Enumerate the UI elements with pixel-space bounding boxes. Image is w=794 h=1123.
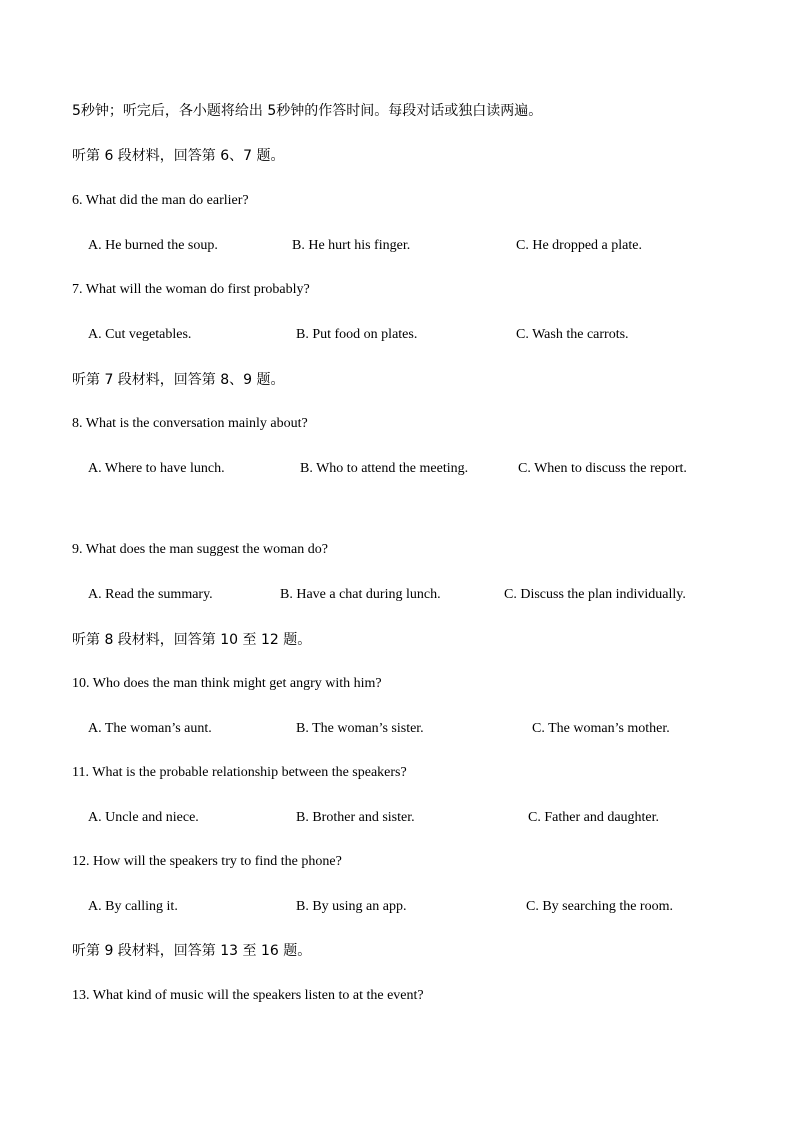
question-10-option-a: A. The woman’s aunt. [88, 721, 212, 736]
question-12-option-a: A. By calling it. [88, 899, 178, 914]
question-7: 7. What will the woman do first probably? [72, 282, 310, 297]
question-7-option-a: A. Cut vegetables. [88, 327, 192, 342]
section-header-6: 听第 6 段材料，回答第 6、7 题。 [72, 148, 285, 164]
question-6-option-b: B. He hurt his finger. [292, 238, 411, 253]
question-7-option-c: C. Wash the carrots. [516, 327, 629, 342]
question-6-option-c: C. He dropped a plate. [516, 238, 642, 253]
question-9: 9. What does the man suggest the woman do? [72, 542, 328, 557]
question-9-option-b: B. Have a chat during lunch. [280, 587, 441, 602]
question-11: 11. What is the probable relationship between the speakers? [72, 765, 407, 780]
question-8: 8. What is the conversation mainly about? [72, 416, 308, 431]
question-9-option-a: A. Read the summary. [88, 587, 213, 602]
question-6-option-a: A. He burned the soup. [88, 238, 218, 253]
question-12-option-b: B. By using an app. [296, 899, 407, 914]
section-header-9: 听第 9 段材料，回答第 13 至 16 题。 [72, 943, 312, 959]
question-7-option-b: B. Put food on plates. [296, 327, 418, 342]
question-6: 6. What did the man do earlier? [72, 193, 249, 208]
instructions-text: 5秒钟；听完后，各小题将给出 5秒钟的作答时间。每段对话或独白读两遍。 [72, 103, 543, 119]
question-9-option-c: C. Discuss the plan individually. [504, 587, 686, 602]
question-10: 10. Who does the man think might get angry with him? [72, 676, 382, 691]
question-10-option-c: C. The woman’s mother. [532, 721, 670, 736]
question-13: 13. What kind of music will the speakers listen to at the event? [72, 988, 424, 1003]
question-12-option-c: C. By searching the room. [526, 899, 673, 914]
question-8-option-a: A. Where to have lunch. [88, 461, 225, 476]
question-10-option-b: B. The woman’s sister. [296, 721, 424, 736]
section-header-7: 听第 7 段材料，回答第 8、9 题。 [72, 372, 285, 388]
question-11-option-c: C. Father and daughter. [528, 810, 660, 825]
question-11-option-b: B. Brother and sister. [296, 810, 415, 825]
question-11-option-a: A. Uncle and niece. [88, 810, 199, 825]
question-8-option-c: C. When to discuss the report. [518, 461, 687, 476]
question-12: 12. How will the speakers try to find the phone? [72, 854, 342, 869]
section-header-8: 听第 8 段材料，回答第 10 至 12 题。 [72, 632, 312, 648]
question-8-option-b: B. Who to attend the meeting. [300, 461, 469, 476]
